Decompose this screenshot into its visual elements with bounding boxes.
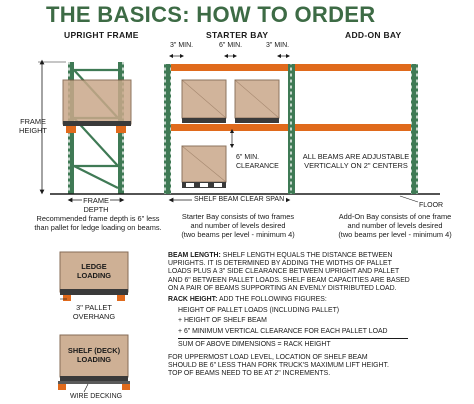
adjustable-note: ALL BEAMS ARE ADJUSTABLE VERTICALLY ON 2" CENTERS [302, 152, 410, 170]
add-on-bay-drawing [295, 64, 418, 202]
beam-length-line-5: ON A PAIR OF BEAMS SUPPORTING AN EVENLY DISTRIBUTED LOAD. [168, 284, 397, 292]
wire-decking-label: WIRE DECKING [70, 393, 123, 400]
beam-length-line-4: AND 6" BETWEEN PALLET LOADS. SHELF BEAM CAPACITIES ARE BASED [168, 276, 410, 284]
rack-height-heading: RACK HEIGHT: [168, 296, 218, 304]
frame-height-label: FRAME HEIGHT [19, 117, 47, 135]
addon-middle-beam [295, 124, 411, 131]
uppermost-line-2: SHOULD BE 6" LESS THAN FORK TRUCK'S MAXIMUM LIFT HEIGHT. [168, 362, 389, 370]
pallet-load-side [63, 80, 131, 124]
starter-right-upright [288, 64, 295, 194]
addon-caption: Add-On Bay consists of one frame and number of levels desired (two beams per level - minimum 4) [338, 212, 452, 239]
starter-middle-beam [171, 124, 288, 131]
figure-clearance: + 6" MINIMUM VERTICAL CLEARANCE FOR EACH PALLET LOAD [178, 327, 388, 335]
uppermost-line-1: FOR UPPERMOST LOAD LEVEL, LOCATION OF SHELF BEAM [168, 354, 368, 362]
starter-bay-drawing [164, 56, 295, 200]
beam-end-right [116, 126, 126, 133]
beam-length-line-1: BEAM LENGTH: SHELF LENGTH EQUALS THE DISTANCE BETWEEN [168, 252, 393, 259]
addon-top-beam [295, 64, 411, 71]
upright-caption: Recommended frame depth is 6" less than pallet for ledge loading on beams. [34, 214, 162, 232]
starter-bay-heading: STARTER BAY [206, 30, 269, 40]
upright-frame-heading: UPRIGHT FRAME [64, 30, 139, 40]
frame-depth-label: FRAME DEPTH [83, 196, 109, 214]
beam-length-heading: BEAM LENGTH: [168, 252, 221, 259]
sum-divider [178, 338, 408, 339]
starter-top-beam [171, 64, 288, 71]
upright-frame-drawing [38, 62, 131, 200]
page-title: THE BASICS: HOW TO ORDER [46, 2, 376, 27]
addon-upright [411, 64, 418, 194]
min-3in-right-label: 3" MIN. [266, 42, 290, 49]
beam-clear-span-label: SHELF BEAM CLEAR SPAN [194, 196, 285, 203]
sum-line: SUM OF ABOVE DIMENSIONS = RACK HEIGHT [178, 340, 331, 348]
floor-leader [400, 196, 418, 202]
uppermost-line-3: TOP OF BEAMS NEED TO BE AT 2" INCREMENTS. [168, 370, 331, 378]
clearance-label: 6" MIN. CLEARANCE [236, 154, 279, 170]
figure-pallet-height: HEIGHT OF PALLET LOADS (INCLUDING PALLET) [178, 307, 340, 315]
beam-end-left [66, 126, 76, 133]
beam-length-line-2: UPRIGHTS. IT IS DETERMINED BY ADDING THE WIDTHS OF PALLET [168, 260, 392, 268]
info-block [168, 252, 468, 379]
add-on-bay-heading: ADD-ON BAY [345, 30, 402, 40]
starter-caption: Starter Bay consists of two frames and number of levels desired (two beams per level - minimum 4) [181, 212, 295, 239]
min-6in-label: 6" MIN. [219, 42, 243, 49]
floor-label: FLOOR [419, 202, 444, 209]
shelf-loading-label: SHELF (DECK) LOADING [67, 346, 121, 364]
rack-height-line: RACK HEIGHT: ADD THE FOLLOWING FIGURES: [168, 296, 327, 304]
min-3in-left-label: 3" MIN. [170, 42, 194, 49]
ledge-loading-label: LEDGE LOADING [76, 262, 112, 280]
starter-left-upright [164, 64, 171, 194]
pallet-overhang-label: 3" PALLET OVERHANG [72, 303, 116, 321]
figure-beam-height: + HEIGHT OF SHELF BEAM [178, 317, 267, 325]
beam-length-line-3: LOADS PLUS A 3" SIDE CLEARANCE BETWEEN UPRIGHT AND PALLET [168, 268, 400, 276]
